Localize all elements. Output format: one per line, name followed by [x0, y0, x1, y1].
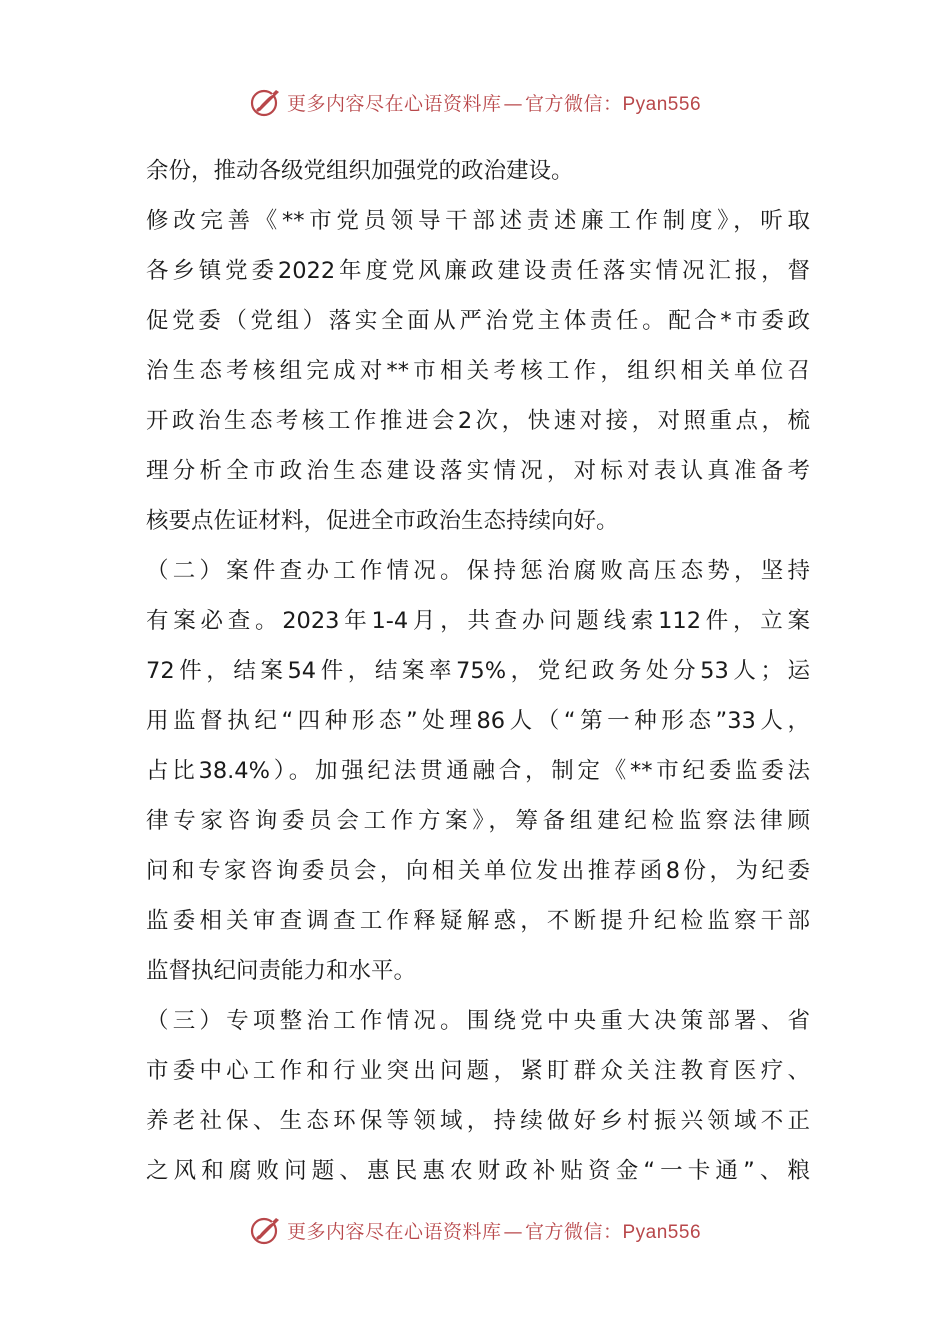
quill-logo-icon — [249, 1213, 283, 1247]
watermark-dash: — — [503, 92, 523, 115]
text-line: 有案必查。2023年1-4月，共查办问题线索112件，立案 — [146, 608, 810, 634]
text-line: 之风和腐败问题、惠民惠农财政补贴资金“一卡通”、粮 — [146, 1158, 810, 1184]
text-line: 理分析全市政治生态建设落实情况，对标对表认真准备考 — [146, 458, 810, 484]
text-line: 72件，结案54件，结案率75%，党纪政务处分53人；运 — [146, 658, 810, 684]
watermark-dash: — — [503, 1220, 523, 1243]
watermark-text — [287, 1217, 701, 1244]
text-line: （三）专项整治工作情况。围绕党中央重大决策部署、省 — [146, 1008, 810, 1034]
watermark-wechat-id: Pyan556 — [622, 1221, 702, 1243]
text-line: 律专家咨询委员会工作方案》，筹备组建纪检监察法律顾 — [146, 808, 810, 834]
watermark-footer — [0, 1210, 950, 1250]
text-line: （二）案件查办工作情况。保持惩治腐败高压态势，坚持 — [146, 558, 810, 584]
text-line: 核要点佐证材料，促进全市政治生态持续向好。 — [146, 508, 619, 534]
watermark-header — [0, 82, 950, 122]
text-line: 问和专家咨询委员会，向相关单位发出推荐函8份，为纪委 — [146, 858, 810, 884]
document-body — [146, 146, 810, 1196]
text-line: 监督执纪问责能力和水平。 — [146, 958, 417, 984]
quill-logo-icon — [249, 85, 283, 119]
watermark-title: 更多内容尽在心语资料库 — [286, 92, 502, 115]
text-line: 监委相关审查调查工作释疑解惑，不断提升纪检监察干部 — [146, 908, 810, 934]
watermark-text — [287, 89, 701, 116]
text-line: 促党委（党组）落实全面从严治党主体责任。配合*市委政 — [146, 308, 810, 334]
text-line: 各乡镇党委2022年度党风廉政建设责任落实情况汇报，督 — [146, 258, 810, 284]
text-line: 养老社保、生态环保等领域，持续做好乡村振兴领域不正 — [146, 1108, 810, 1134]
watermark-label: 官方微信： — [524, 92, 623, 115]
watermark-wechat-id: Pyan556 — [622, 93, 702, 115]
text-line: 开政治生态考核工作推进会2次，快速对接，对照重点，梳 — [146, 408, 810, 434]
watermark-title: 更多内容尽在心语资料库 — [286, 1220, 502, 1243]
text-line: 治生态考核组完成对**市相关考核工作，组织相关单位召 — [146, 358, 810, 384]
text-line: 余份，推动各级党组织加强党的政治建设。 — [146, 158, 574, 184]
text-line: 市委中心工作和行业突出问题，紧盯群众关注教育医疗、 — [146, 1058, 810, 1084]
watermark-label: 官方微信： — [524, 1220, 623, 1243]
text-line: 修改完善《**市党员领导干部述责述廉工作制度》，听取 — [146, 208, 810, 234]
text-line: 占比38.4%）。加强纪法贯通融合，制定《**市纪委监委法 — [146, 758, 810, 784]
text-line: 用监督执纪“四种形态”处理86人（“第一种形态”33人， — [146, 708, 810, 734]
